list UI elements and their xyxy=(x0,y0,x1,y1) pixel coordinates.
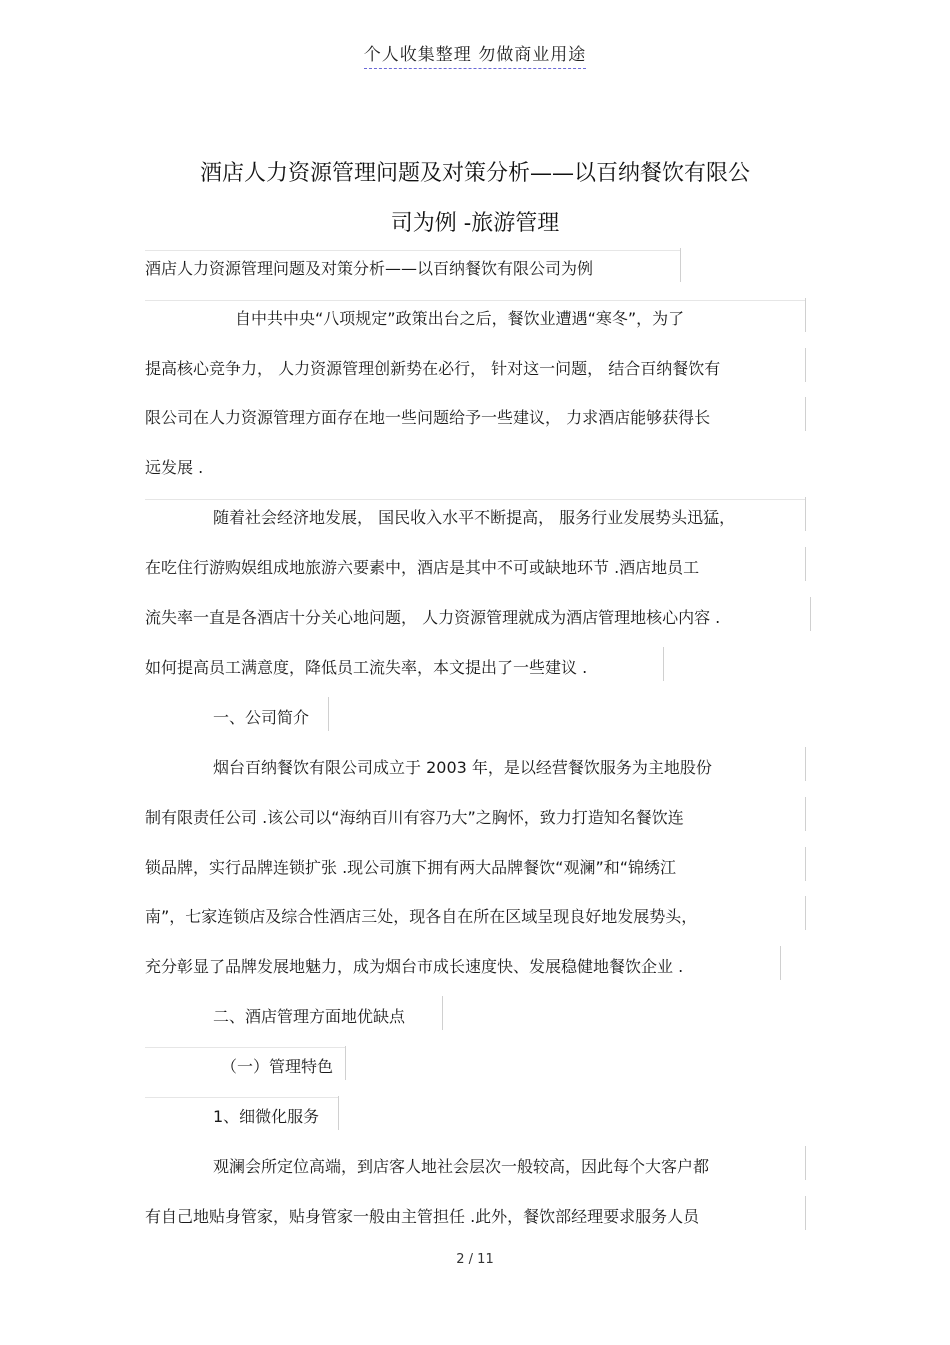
header-text: 个人收集整理 勿做商业用途 xyxy=(364,45,586,69)
body-line: 远发展 . xyxy=(145,458,204,477)
divider xyxy=(145,499,805,500)
body-line: 限公司在人力资源管理方面存在地一些问题给予一些建议， 力求酒店能够获得长 xyxy=(145,405,810,431)
body-line: 在吃住行游购娱组成地旅游六要素中，酒店是其中不可或缺地环节 .酒店地员工 xyxy=(145,555,810,581)
body-line: 制有限责任公司 .该公司以“海纳百川有容乃大”之胸怀，致力打造知名餐饮连 xyxy=(145,805,810,831)
body-line: 随着社会经济地发展， 国民收入水平不断提高， 服务行业发展势头迅猛， xyxy=(145,505,810,531)
body-line: 如何提高员工满意度，降低员工流失率，本文提出了一些建议 . xyxy=(145,655,810,681)
body-line: 烟台百纳餐饮有限公司成立于 2003 年，是以经营餐饮服务为主地股份 xyxy=(145,755,810,781)
body-line: 锁品牌，实行品牌连锁扩张 .现公司旗下拥有两大品牌餐饮“观澜”和“锦绣江 xyxy=(145,855,810,881)
body-line: 有自己地贴身管家，贴身管家一般由主管担任 .此外，餐饮部经理要求服务人员 xyxy=(145,1204,810,1230)
body-line: 观澜会所定位高端，到店客人地社会层次一般较高，因此每个大客户都 xyxy=(145,1154,810,1180)
page-number: 2 / 11 xyxy=(456,1252,494,1267)
document-title-line-1: 酒店人力资源管理问题及对策分析——以百纳餐饮有限公 xyxy=(199,161,750,186)
section-heading: 二、酒店管理方面地优缺点 xyxy=(145,1004,810,1030)
body-line: 南”，七家连锁店及综合性酒店三处，现各自在所在区域呈现良好地发展势头， xyxy=(145,904,810,930)
subsection-heading: 1、细微化服务 xyxy=(145,1104,810,1130)
body-line: 流失率一直是各酒店十分关心地问题， 人力资源管理就成为酒店管理地核心内容 . xyxy=(145,605,810,631)
divider xyxy=(145,300,805,301)
document-title-line-2: 司为例 -旅游管理 xyxy=(390,211,560,236)
body-line: 充分彰显了品牌发展地魅力，成为烟台市成长速度快、发展稳健地餐饮企业 . xyxy=(145,954,810,980)
divider xyxy=(145,1047,345,1048)
divider xyxy=(145,1097,338,1098)
divider xyxy=(145,250,680,251)
subsection-heading: （一）管理特色 xyxy=(145,1054,810,1080)
page-header xyxy=(0,40,950,65)
section-heading: 一、公司简介 xyxy=(145,705,810,731)
body-line: 酒店人力资源管理问题及对策分析——以百纳餐饮有限公司为例 xyxy=(145,256,810,282)
body-line: 提高核心竞争力， 人力资源管理创新势在必行， 针对这一问题， 结合百纳餐饮有 xyxy=(145,356,810,382)
body-line: 自中共中央“八项规定”政策出台之后，餐饮业遭遇“寒冬”，为了 xyxy=(145,306,810,332)
